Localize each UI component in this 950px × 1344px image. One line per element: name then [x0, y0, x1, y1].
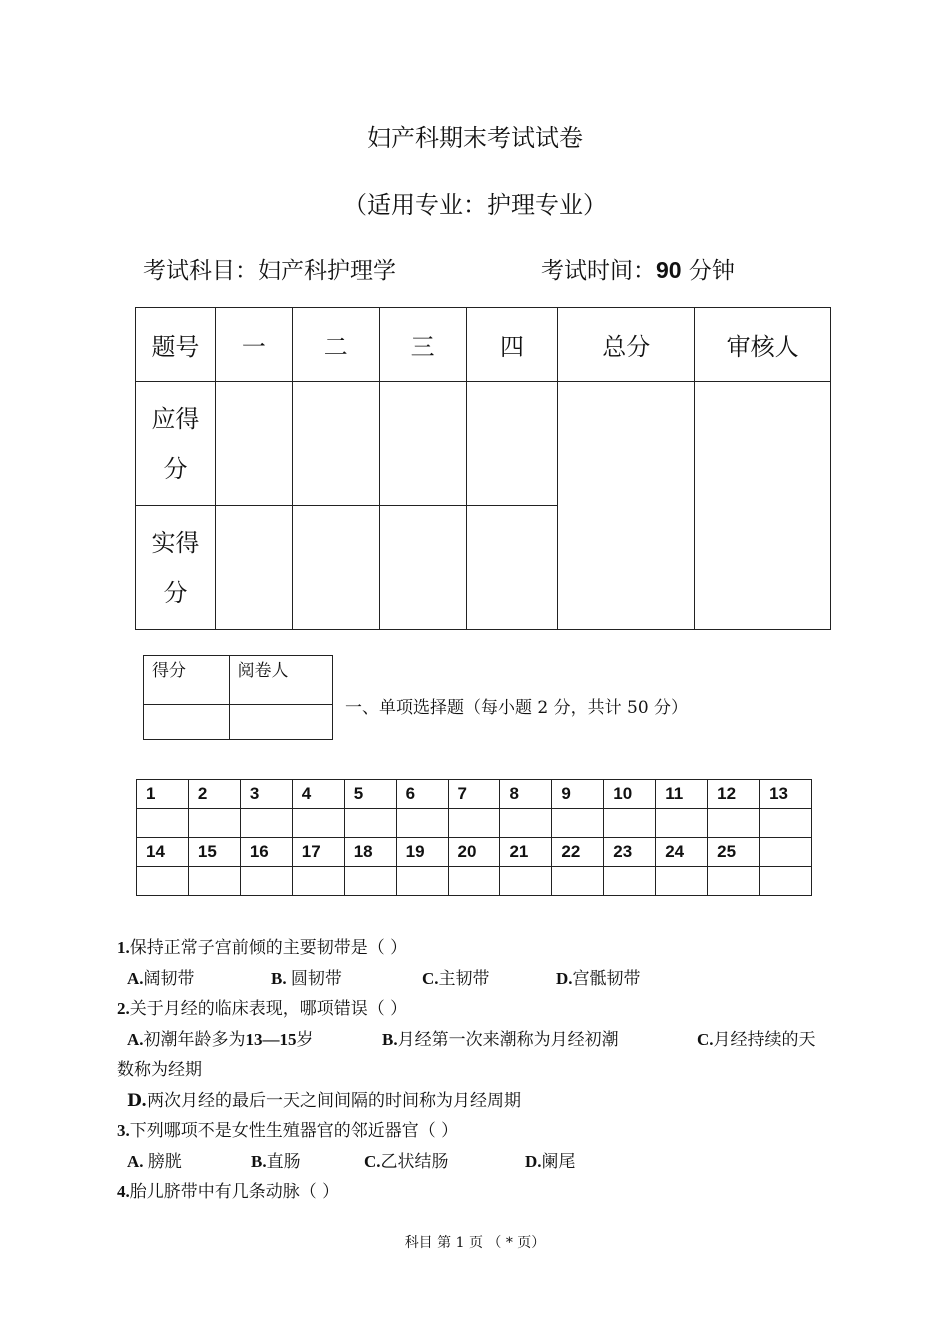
section-heading: 一、单项选择题（每小题 2 分，共计 50 分） [345, 698, 689, 718]
answer-cell[interactable] [552, 809, 604, 838]
question-number: 3 [240, 780, 292, 809]
header-cell: 三 [379, 308, 466, 382]
answer-cell[interactable] [500, 809, 552, 838]
answer-cell[interactable] [448, 867, 500, 896]
score-cell[interactable] [379, 382, 466, 506]
option-b[interactable]: B. 圆韧带 [271, 968, 342, 989]
option-d[interactable]: D.阑尾 [525, 1151, 576, 1172]
header-cell: 总分 [558, 308, 695, 382]
exam-time [541, 252, 735, 285]
question-number: 11 [656, 780, 708, 809]
answer-cell[interactable] [552, 867, 604, 896]
expected-score-label: 应得 分 [136, 382, 216, 506]
question-number: 17 [292, 838, 344, 867]
answer-input-row [137, 867, 812, 896]
question-number: 24 [656, 838, 708, 867]
answer-input-row [137, 809, 812, 838]
option-b[interactable]: B.直肠 [251, 1151, 301, 1172]
question-3: 3.下列哪项不是女性生殖器官的邻近器官（ ） [117, 1121, 459, 1141]
question-number: 23 [604, 838, 656, 867]
option-d[interactable]: D.宫骶韧带 [556, 968, 641, 989]
answer-cell[interactable] [240, 867, 292, 896]
answer-cell[interactable] [240, 809, 292, 838]
question-number: 14 [137, 838, 189, 867]
answer-cell[interactable] [396, 867, 448, 896]
grader-reviewer-label: 阅卷人 [229, 656, 332, 705]
question-2-option-c-cont: 数称为经期 [117, 1060, 202, 1080]
option-c[interactable]: C.乙状结肠 [364, 1151, 449, 1172]
answer-cell[interactable] [604, 867, 656, 896]
time-unit: 分钟 [688, 258, 735, 284]
question-number: 16 [240, 838, 292, 867]
page-footer: 科目 第 1 页 （ * 页） [404, 1235, 546, 1251]
answer-cell[interactable] [656, 809, 708, 838]
question-number: 6 [396, 780, 448, 809]
subject-value: 妇产科护理学 [258, 258, 396, 284]
time-label: 考试时间： [541, 258, 656, 284]
question-1: 1.保持正常子宫前倾的主要韧带是（ ） [117, 938, 408, 958]
answer-grid [136, 779, 812, 896]
answer-cell[interactable] [188, 867, 240, 896]
answer-cell[interactable] [760, 809, 812, 838]
answer-cell[interactable] [344, 809, 396, 838]
answer-cell[interactable] [188, 809, 240, 838]
total-score-cell[interactable] [558, 382, 695, 630]
score-summary-table [135, 307, 831, 630]
score-cell[interactable] [292, 382, 379, 506]
answer-cell[interactable] [137, 809, 189, 838]
question-number: 13 [760, 780, 812, 809]
actual-score-label: 实得 分 [136, 506, 216, 630]
question-number: 10 [604, 780, 656, 809]
score-cell[interactable] [466, 506, 558, 630]
option-a[interactable]: A.初潮年龄多为13—15岁 [127, 1029, 314, 1050]
grader-reviewer-cell[interactable] [229, 705, 332, 740]
question-2-options [117, 1025, 837, 1056]
time-value: 90 [656, 257, 682, 283]
expected-score-row [136, 382, 831, 506]
question-4: 4.胎儿脐带中有几条动脉（ ） [117, 1182, 340, 1202]
question-3-options [117, 1147, 837, 1178]
exam-title: 妇产科期末考试试卷 [367, 124, 583, 152]
question-1-options [117, 964, 837, 995]
score-cell[interactable] [215, 382, 292, 506]
exam-subtitle: （适用专业：护理专业） [343, 191, 607, 219]
header-cell: 题号 [136, 308, 216, 382]
option-c[interactable]: C.月经持续的天 [697, 1029, 816, 1050]
answer-cell[interactable] [396, 809, 448, 838]
score-cell[interactable] [292, 506, 379, 630]
option-b[interactable]: B.月经第一次来潮称为月经初潮 [382, 1029, 619, 1050]
score-cell[interactable] [466, 382, 558, 506]
question-number: 4 [292, 780, 344, 809]
question-number: 2 [188, 780, 240, 809]
answer-cell[interactable] [448, 809, 500, 838]
answer-cell[interactable] [137, 867, 189, 896]
answer-number-row [137, 838, 812, 867]
option-a[interactable]: A.阔韧带 [127, 968, 195, 989]
question-2: 2.关于月经的临床表现，哪项错误（ ） [117, 999, 408, 1019]
question-number: 5 [344, 780, 396, 809]
header-cell: 审核人 [695, 308, 831, 382]
option-d[interactable]: D.两次月经的最后一天之间间隔的时间称为月经周期 [127, 1090, 522, 1111]
answer-cell[interactable] [656, 867, 708, 896]
answer-cell[interactable] [708, 809, 760, 838]
score-cell[interactable] [215, 506, 292, 630]
answer-cell[interactable] [604, 809, 656, 838]
answer-number-row [137, 780, 812, 809]
question-number: 9 [552, 780, 604, 809]
answer-cell[interactable] [292, 809, 344, 838]
answer-cell[interactable] [500, 867, 552, 896]
answer-cell[interactable] [292, 867, 344, 896]
question-list [117, 933, 837, 1208]
question-number: 8 [500, 780, 552, 809]
option-a[interactable]: A. 膀胱 [127, 1151, 182, 1172]
exam-subject [143, 252, 396, 285]
answer-cell[interactable] [708, 867, 760, 896]
header-cell: 一 [215, 308, 292, 382]
grader-score-label: 得分 [144, 656, 230, 705]
answer-cell[interactable] [344, 867, 396, 896]
question-number: 7 [448, 780, 500, 809]
question-number: 15 [188, 838, 240, 867]
question-number [760, 838, 812, 867]
score-cell[interactable] [379, 506, 466, 630]
question-number: 21 [500, 838, 552, 867]
question-number: 22 [552, 838, 604, 867]
question-number: 1 [137, 780, 189, 809]
score-header-row [136, 308, 831, 382]
grader-score-cell[interactable] [144, 705, 230, 740]
question-number: 12 [708, 780, 760, 809]
question-number: 19 [396, 838, 448, 867]
question-number: 20 [448, 838, 500, 867]
subject-label: 考试科目： [143, 258, 258, 284]
question-number: 25 [708, 838, 760, 867]
question-number: 18 [344, 838, 396, 867]
header-cell: 四 [466, 308, 558, 382]
header-cell: 二 [292, 308, 379, 382]
option-c[interactable]: C.主韧带 [422, 968, 490, 989]
answer-cell[interactable] [760, 867, 812, 896]
grader-box [143, 655, 333, 740]
reviewer-cell[interactable] [695, 382, 831, 630]
